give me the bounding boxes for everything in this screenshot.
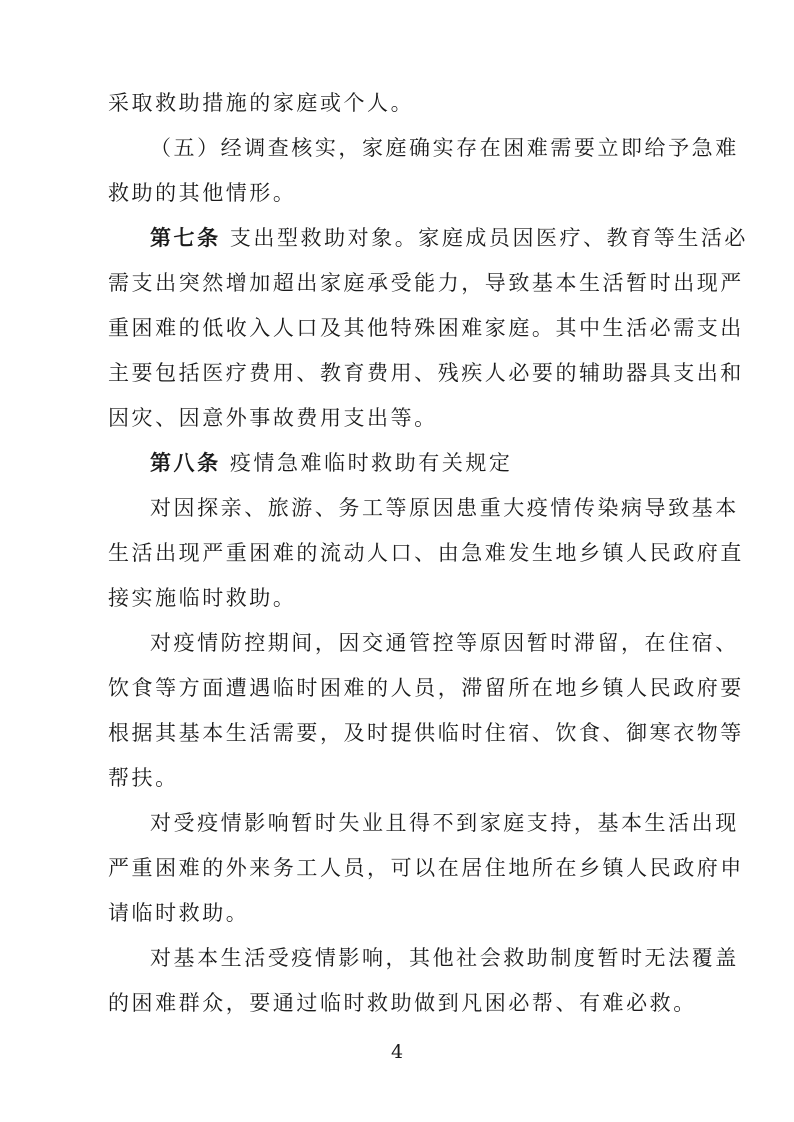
text-line: 对受疫情影响暂时失业且得不到家庭支持，基本生活出现 <box>150 811 739 835</box>
text-line: 根据其基本生活需要，及时提供临时住宿、饮食、御寒衣物等 <box>108 721 744 745</box>
article-heading: 第七条 <box>150 225 221 250</box>
text-line: （五）经调查核实，家庭确实存在困难需要立即给予急难 <box>150 136 739 160</box>
text-line: 对基本生活受疫情影响，其他社会救助制度暂时无法覆盖 <box>150 946 739 970</box>
text-line: 的困难群众，要通过临时救助做到凡困必帮、有难必救。 <box>108 991 697 1015</box>
text-line: 接实施临时救助。 <box>108 586 297 610</box>
text-line: 饮食等方面遭遇临时困难的人员，滞留所在地乡镇人民政府要 <box>108 676 744 700</box>
text-line: 救助的其他情形。 <box>108 181 297 205</box>
article-text: 支出型救助对象。家庭成员因医疗、教育等生活必 <box>220 226 748 250</box>
text-line: 请临时救助。 <box>108 901 250 925</box>
text-line: 对疫情防控期间，因交通管控等原因暂时滞留，在住宿、 <box>150 631 739 655</box>
text-line: 采取救助措施的家庭或个人。 <box>108 91 415 115</box>
article-7-line <box>150 223 748 253</box>
text-line: 帮扶。 <box>108 766 179 790</box>
page-number: 4 <box>390 1041 404 1063</box>
text-line: 生活出现严重困难的流动人口、由急难发生地乡镇人民政府直 <box>108 541 744 565</box>
text-line: 因灾、因意外事故费用支出等。 <box>108 406 438 430</box>
text-line: 需支出突然增加超出家庭承受能力，导致基本生活暂时出现严 <box>108 271 744 295</box>
text-line: 严重困难的外来务工人员，可以在居住地所在乡镇人民政府申 <box>108 856 744 880</box>
text-line: 主要包括医疗费用、教育费用、残疾人必要的辅助器具支出和 <box>108 361 744 385</box>
article-8-line <box>150 448 698 478</box>
text-line: 对因探亲、旅游、务工等原因患重大疫情传染病导致基本 <box>150 496 739 520</box>
text-line: 重困难的低收入人口及其他特殊困难家庭。其中生活必需支出 <box>108 316 744 340</box>
article-heading: 第八条 <box>150 450 221 475</box>
article-title: 疫情急难临时救助有关规定 <box>220 451 513 475</box>
